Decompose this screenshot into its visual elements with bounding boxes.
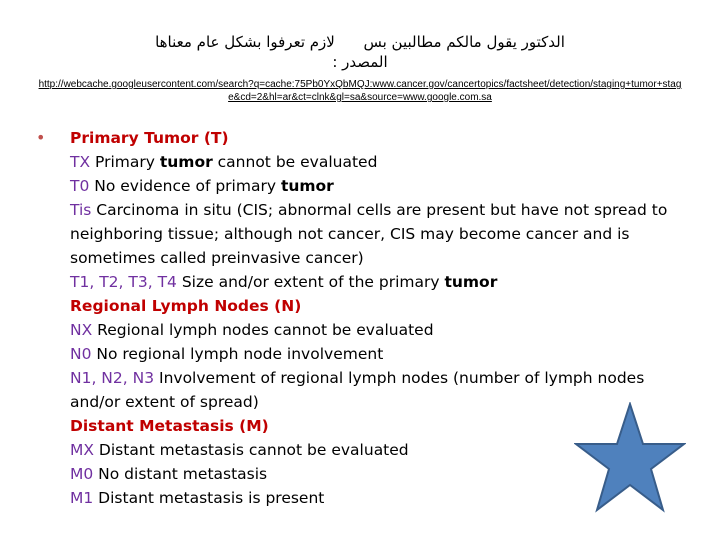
n0-text: No regional lymph node involvement bbox=[91, 345, 384, 363]
metastasis-heading: Distant Metastasis (M) bbox=[70, 417, 269, 435]
header-arabic bbox=[0, 33, 720, 71]
m1-code: M1 bbox=[70, 489, 94, 507]
m0-text: No distant metastasis bbox=[93, 465, 268, 483]
tx-text-1: Primary bbox=[90, 153, 160, 171]
header-line-1 bbox=[0, 33, 720, 51]
tx-bold: tumor bbox=[159, 153, 213, 171]
n1-n3-text: Involvement of regional lymph nodes (number of lymph nodes and/or extent of spread) bbox=[70, 369, 645, 411]
star-polygon bbox=[576, 404, 684, 510]
tis-text: Carcinoma in situ (CIS; abnormal cells are present but have not spread to neighboring tissue; although not cancer, CIS may become cancer and is sometimes called preinvasive cancer) bbox=[70, 201, 668, 267]
nx-code: NX bbox=[70, 321, 93, 339]
t4-code: T4 bbox=[157, 273, 177, 291]
tx-line bbox=[70, 150, 686, 174]
mx-text: Distant metastasis cannot be evaluated bbox=[94, 441, 409, 459]
tis-code: Tis bbox=[70, 201, 92, 219]
t0-bold: tumor bbox=[280, 177, 334, 195]
n0-code: N0 bbox=[70, 345, 92, 363]
t0-text: No evidence of primary bbox=[89, 177, 281, 195]
m0-code: M0 bbox=[70, 465, 94, 483]
t3-code: T3, bbox=[128, 273, 158, 291]
header-line-1-part-a: الدكتور يقول مالكم مطالبين بس bbox=[363, 33, 565, 51]
bullet-point: • bbox=[36, 128, 46, 147]
t2-code: T2, bbox=[99, 273, 129, 291]
mx-code: MX bbox=[70, 441, 94, 459]
nx-line bbox=[70, 318, 686, 342]
source-url-link[interactable]: http://webcache.googleusercontent.com/search?q=cache:75Pb0YxQbMQJ:www.cancer.gov/cancertopics/factsheet/detection/staging+tumor+stage&cd=2&hl=ar&ct=clnk&gl=sa&source=www.google.com.sa bbox=[38, 79, 682, 103]
t0-line bbox=[70, 174, 686, 198]
primary-tumor-heading: Primary Tumor (T) bbox=[70, 129, 229, 147]
header-line-1-part-b: لازم تعرفوا بشكل عام معناها bbox=[155, 33, 335, 51]
t1-t4-line bbox=[70, 270, 686, 294]
tx-code: TX bbox=[70, 153, 91, 171]
m1-text: Distant metastasis is present bbox=[93, 489, 325, 507]
t1-t4-text: Size and/or extent of the primary bbox=[176, 273, 445, 291]
star-shape bbox=[574, 402, 686, 514]
tx-text-2: cannot be evaluated bbox=[212, 153, 378, 171]
tis-line bbox=[70, 198, 686, 270]
lymph-nodes-heading: Regional Lymph Nodes (N) bbox=[70, 297, 302, 315]
t1-t4-bold: tumor bbox=[444, 273, 498, 291]
header-source-label: المصدر : bbox=[332, 53, 388, 71]
n1-n3-code: N1, N2, N3 bbox=[70, 369, 155, 387]
t0-code: T0 bbox=[70, 177, 90, 195]
t1-code: T1, bbox=[70, 273, 100, 291]
nx-text: Regional lymph nodes cannot be evaluated bbox=[92, 321, 434, 339]
n0-line bbox=[70, 342, 686, 366]
